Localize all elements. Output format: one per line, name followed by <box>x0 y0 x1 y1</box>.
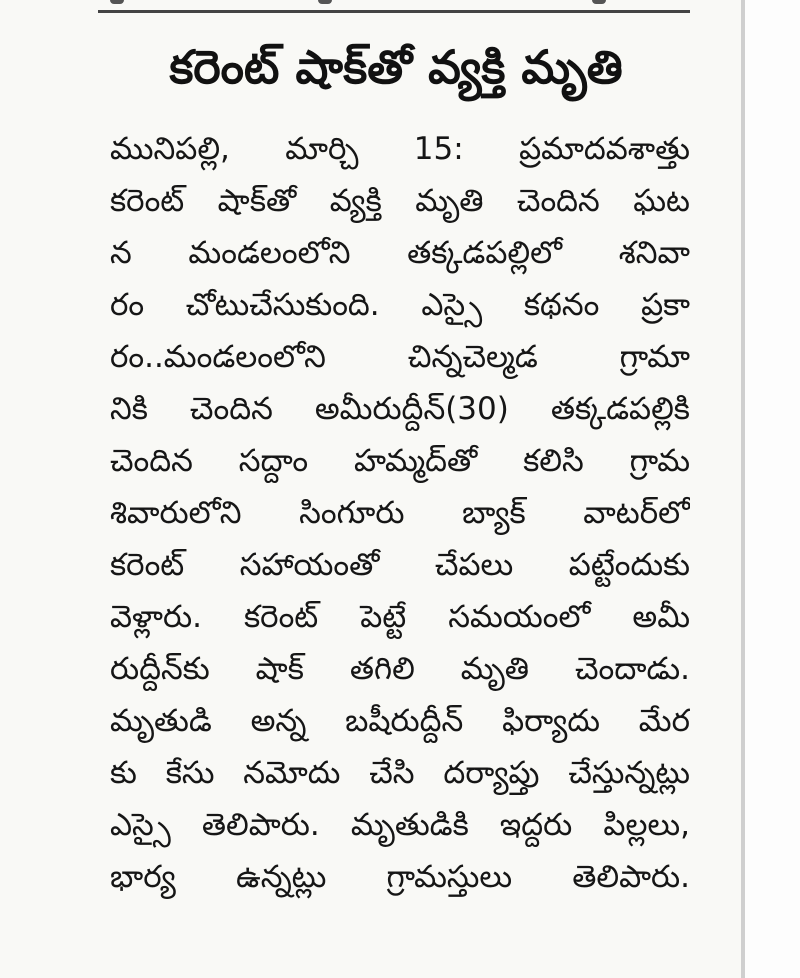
article-line: ఎస్సై తెలిపారు. మృతుడికి ఇద్దరు పిల్లలు, <box>110 807 690 843</box>
article-line: రం..మండలంలోని చిన్నచెల్మడ గ్రామా <box>110 339 690 375</box>
headline: కరెంట్ షాక్‌తో వ్యక్తి మృతి <box>169 40 623 94</box>
article-line: భార్య ఉన్నట్లు గ్రామస్తులు తెలిపారు. <box>110 859 690 895</box>
article-line: చెందిన సద్దాం హమ్మద్‌తో కలిసి గ్రామ <box>110 443 690 479</box>
article-line: రం చోటుచేసుకుంది. ఎస్సై కథనం ప్రకా <box>110 287 690 323</box>
article-line: న మండలంలోని తక్కడపల్లిలో శనివా <box>110 235 690 271</box>
article-body <box>110 123 690 903</box>
right-margin <box>745 0 800 978</box>
previous-article-cut-edge <box>0 0 690 6</box>
article-line: కరెంట్ షాక్‌తో వ్యక్తి మృతి చెందిన ఘట <box>110 183 690 219</box>
cut-glyph-fragment <box>592 0 606 4</box>
top-divider-rule <box>98 10 690 13</box>
article-line: వెళ్లారు. కరెంట్ పెట్టే సమయంలో అమీ <box>110 599 690 635</box>
article-line: కరెంట్ సహాయంతో చేపలు పట్టేందుకు <box>110 547 690 583</box>
article-line: రుద్దీన్‌కు షాక్ తగిలి మృతి చెందాడు. <box>110 651 690 687</box>
cut-glyph-fragment <box>318 0 332 4</box>
article-line: శివారులోని సింగూరు బ్యాక్ వాటర్‌లో <box>110 495 690 531</box>
article-line: మృతుడి అన్న బషీరుద్దీన్ ఫిర్యాదు మేర <box>110 703 690 739</box>
article-line: నికి చెందిన అమీరుద్దీన్(30) తక్కడపల్లికి <box>110 391 690 427</box>
article-line: మునిపల్లి, మార్చి 15: ప్రమాదవశాత్తు <box>110 131 690 167</box>
article-line: కు కేసు నమోదు చేసి దర్యాప్తు చేస్తున్నట్లు <box>110 755 690 791</box>
cut-glyph-fragment <box>110 0 124 4</box>
